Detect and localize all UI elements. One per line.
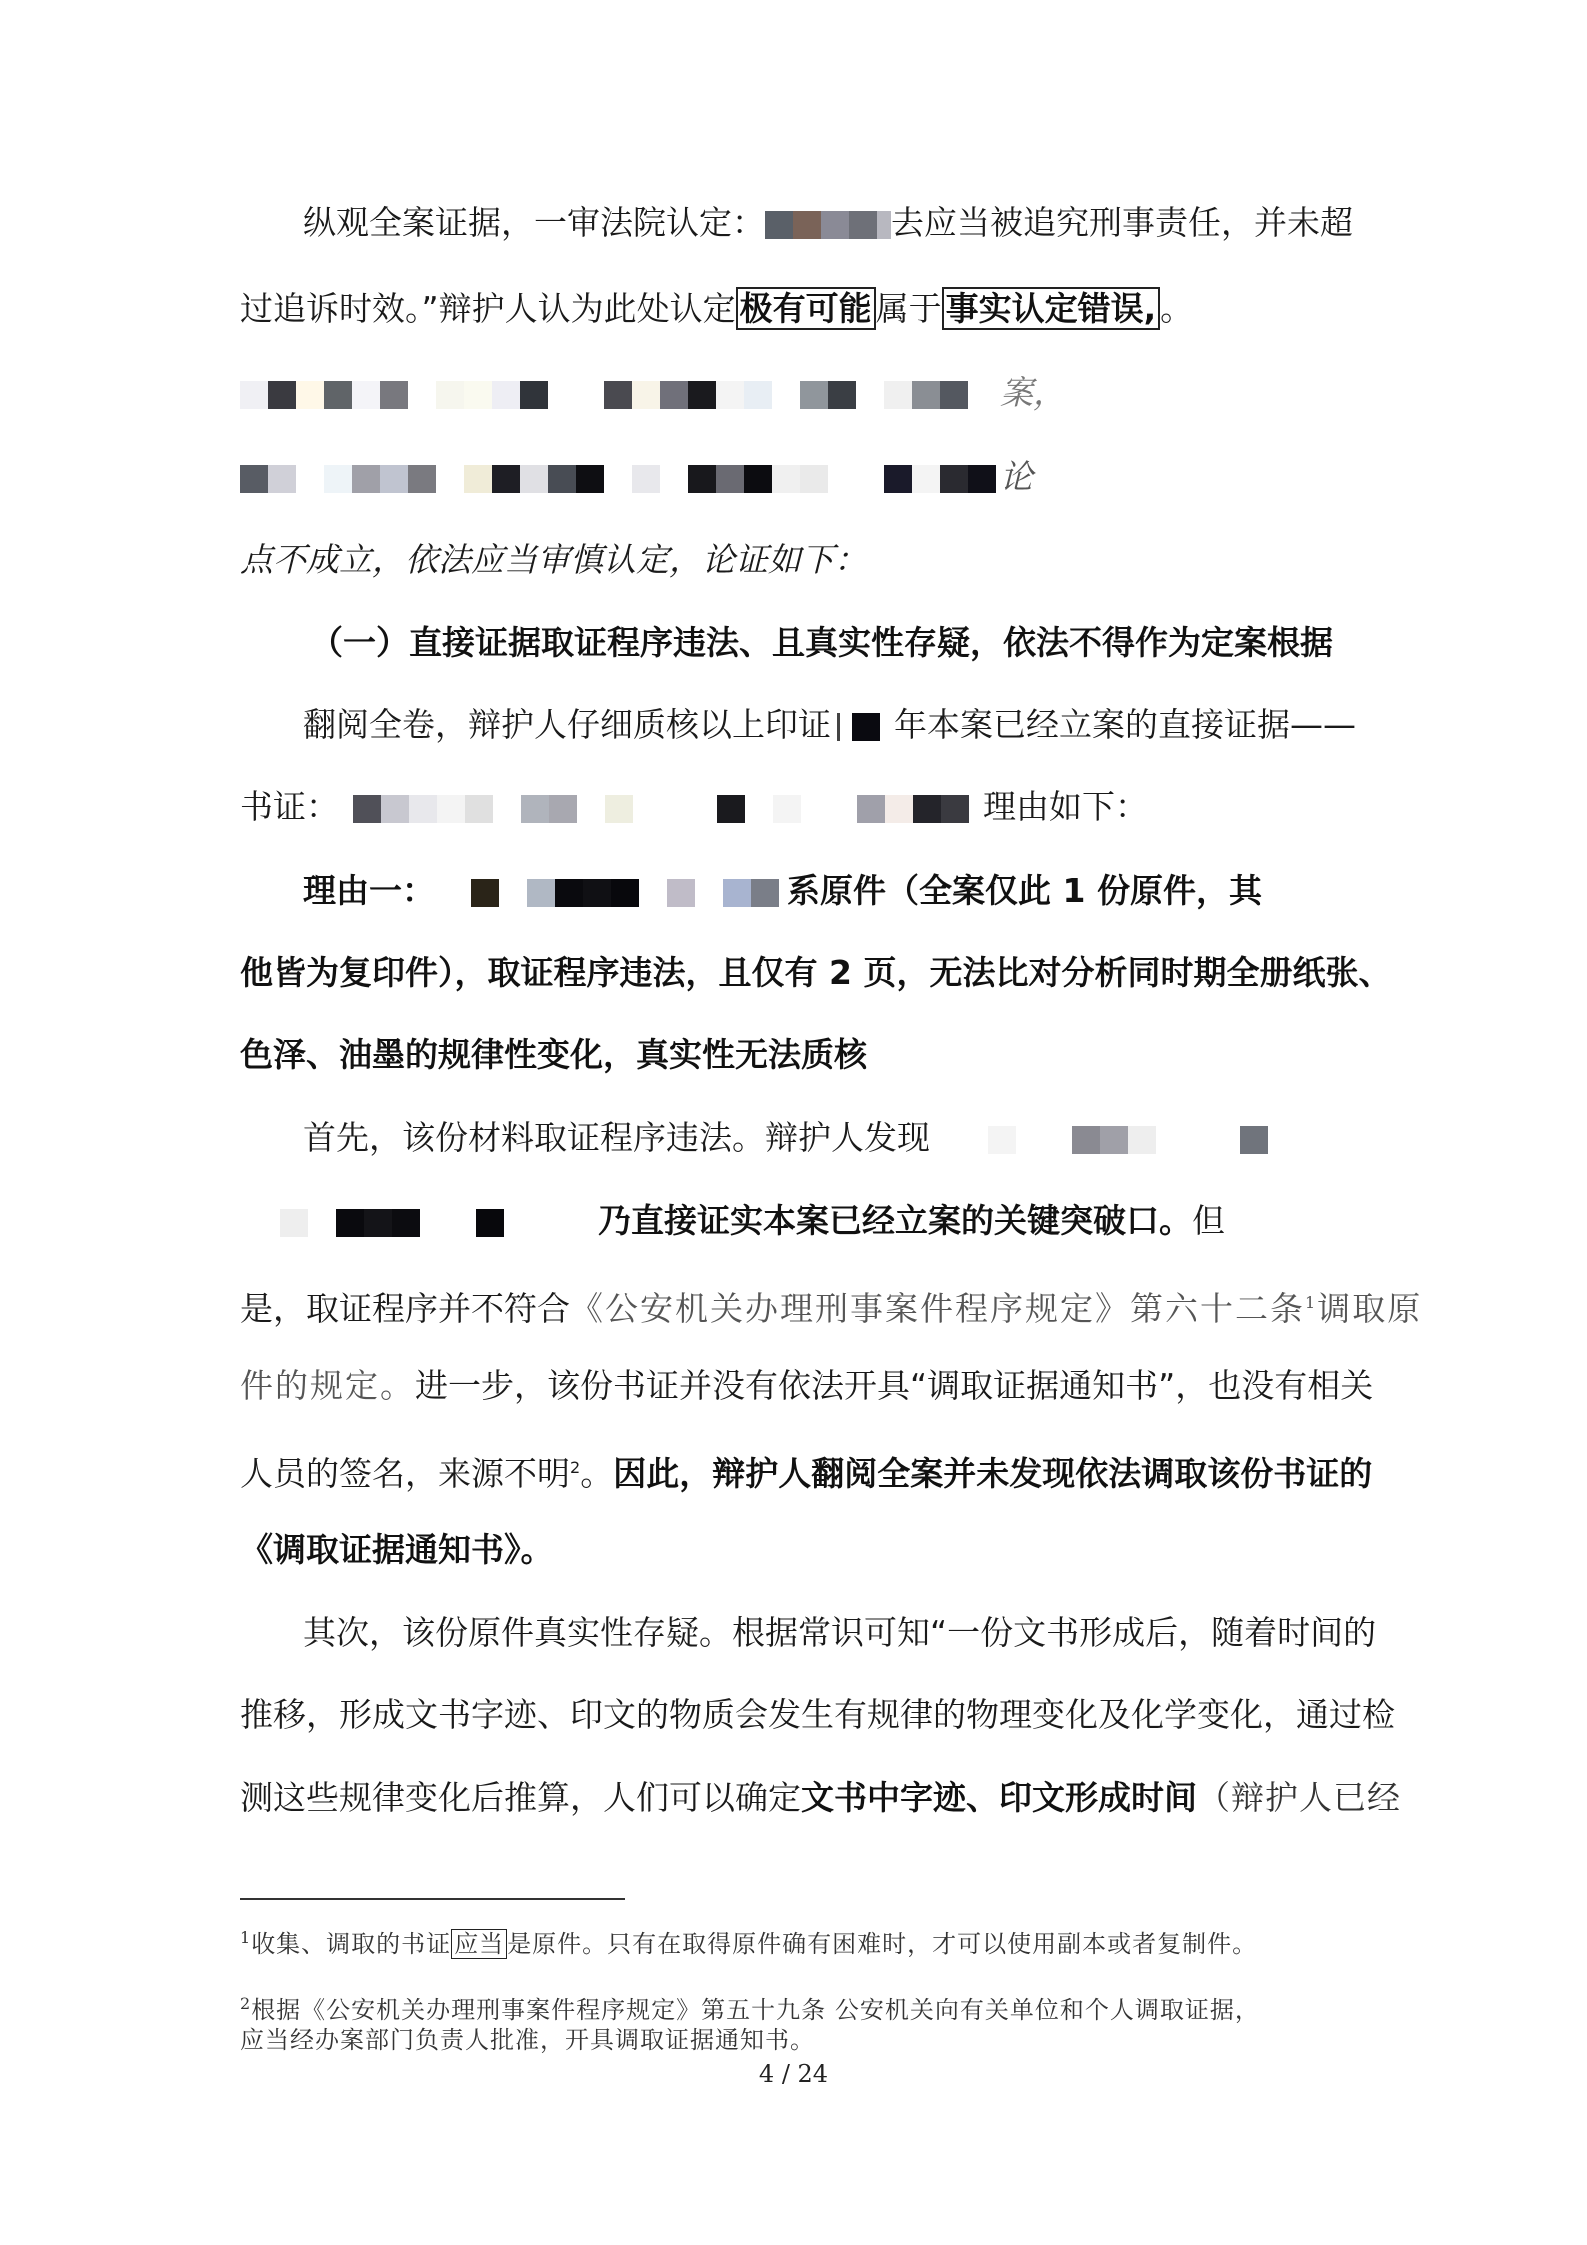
paragraph-line: 其次，该份原件真实性存疑。根据常识可知“一份文书形成后，随着时间的 — [303, 1613, 1377, 1652]
redacted-line: 论 — [240, 452, 1360, 502]
paragraph-line: 件的规定。进一步，该份书证并没有依法开具“调取证据通知书”，也没有相关 — [240, 1366, 1374, 1405]
paragraph-line: 书证： 理由如下： — [240, 787, 1148, 826]
redaction-block — [837, 713, 880, 741]
paragraph-line: 翻阅全卷，辩护人仔细质核以上印证 年本案已经立案的直接证据—— — [303, 705, 1356, 744]
redaction-block — [443, 879, 779, 907]
section-heading: （一）直接证据取证程序违法、且真实性存疑，依法不得作为定案根据 — [310, 623, 1333, 662]
redaction-block — [240, 381, 996, 409]
redacted-line: 案， — [240, 368, 1360, 418]
paragraph-line: 纵观全案证据，一审法院认定： 去应当被追究刑事责任，并未超 — [303, 203, 1353, 242]
redaction-block — [280, 1209, 588, 1237]
paragraph-line: 乃直接证实本案已经立案的关键突破口。但 — [240, 1196, 1360, 1246]
redaction-block — [353, 795, 969, 823]
footnote-1: $^1$收集、调取的书证 应当 是原件。只有在取得原件确有困难时，才可以使用副本或者复制件。 — [240, 1928, 1258, 1958]
footnote-separator — [240, 1898, 625, 1900]
footnote-2-continued: 应当经办案部门负责人批准，开具调取证据通知书。 — [240, 2026, 815, 2054]
paragraph-line: 理由一： 系原件（全案仅此 1 份原件，其 — [303, 871, 1262, 910]
paragraph-line: 人员的签名，来源不明$^2$。因此，辩护人翻阅全案并未发现依法调取该份书证的 — [240, 1454, 1373, 1493]
redaction-block — [240, 465, 996, 493]
paragraph-line: 色泽、油墨的规律性变化，真实性无法质核 — [240, 1035, 867, 1074]
paragraph-line: 过追诉时效。”辩护人认为此处认定 极有可能 属于 事实认定错误, 。 — [240, 289, 1194, 328]
redaction-block — [765, 211, 891, 239]
paragraph-line: 《调取证据通知书》。 — [240, 1530, 554, 1569]
paragraph-line: 他皆为复印件），取证程序违法，且仅有 2 页，无法比对分析同时期全册纸张、 — [240, 953, 1392, 992]
page-number: 4 / 24 — [758, 2060, 829, 2088]
boxed-emphasis: 极有可能 — [736, 287, 876, 330]
paragraph-line: 测这些规律变化后推算，人们可以确定文书中字迹、印文形成时间（辩护人已经 — [240, 1778, 1401, 1817]
footnote-2: $^2$根据《公安机关办理刑事案件程序规定》第五十九条 公安机关向有关单位和个人调取证据， — [240, 1994, 1260, 2024]
paragraph-line: 首先，该份材料取证程序违法。辩护人发现 — [303, 1113, 1360, 1163]
paragraph-line: 推移，形成文书字迹、印文的物质会发生有规律的物理变化及化学变化，通过检 — [240, 1695, 1395, 1734]
redaction-block — [960, 1126, 1268, 1154]
boxed-emphasis: 事实认定错误, — [942, 287, 1161, 330]
paragraph-line: 是，取证程序并不符合《公安机关办理刑事案件程序规定》第六十二条$^1$调取原 — [240, 1289, 1423, 1328]
paragraph-line: 点不成立，依法应当审慎认定，论证如下： — [240, 540, 867, 579]
